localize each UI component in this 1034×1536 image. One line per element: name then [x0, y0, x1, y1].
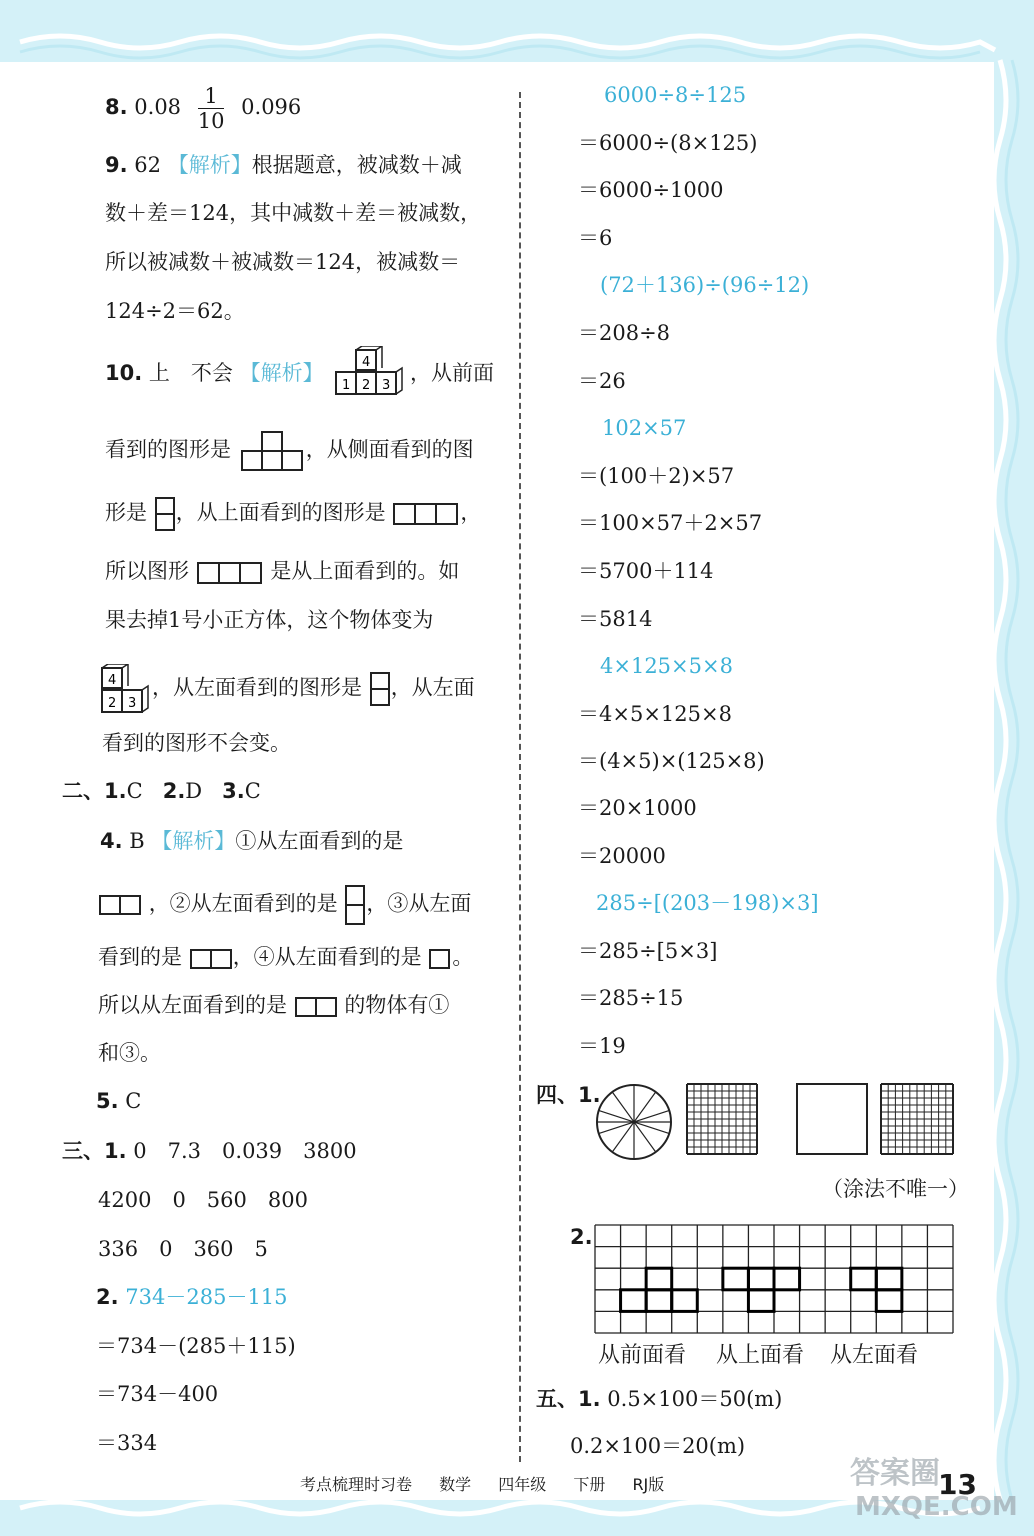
expr-5: 285÷[(203－198)×3] [596, 891, 819, 915]
view-answer-cell [774, 1268, 800, 1290]
footer-subject: 数学 [439, 1475, 472, 1494]
s3-q2-step-1: ＝734－(285＋115) [96, 1334, 296, 1358]
q10-line-3: 形是 ，从上面看到的图形是 ， [105, 496, 481, 532]
section-2-line: 二、1.C 2.D 3.C [62, 779, 261, 803]
one-square-view [428, 947, 452, 971]
expr-5-step-1: ＝285÷[5×3] [578, 939, 718, 963]
top-view-figure [392, 502, 460, 526]
expr-4-step-4: ＝20000 [578, 844, 666, 868]
expr-3-step-3: ＝5700＋114 [578, 559, 714, 583]
view-answer-cell [748, 1268, 774, 1290]
front-view-figure [238, 430, 306, 472]
cube-label: 2 [108, 696, 117, 711]
cube-label: 3 [128, 696, 137, 711]
cube-label: 1 [342, 378, 351, 393]
cube-label: 4 [108, 673, 117, 688]
side-view-figure [154, 496, 176, 532]
view-answer-cell [876, 1290, 902, 1312]
expr-3-step-4: ＝5814 [578, 607, 653, 631]
cube-figure [334, 346, 406, 398]
q10-line-1: 10. 上 不会 【解析】 [105, 361, 324, 385]
expr-4-step-3: ＝20×1000 [578, 796, 697, 820]
q10-line-4: 所以图形 是从上面看到的。如 [105, 559, 460, 583]
expr-1-step-3: ＝6 [578, 226, 613, 250]
view-answer-cell [748, 1290, 774, 1312]
expr-2-step-2: ＝26 [578, 369, 626, 393]
expr-2: (72＋136)÷(96÷12) [600, 273, 810, 297]
q10-line-6: 4 2 3 ，从左面看到的图形是 ，从左面 [100, 664, 475, 714]
q10-line-2: 看到的图形是 ，从侧面看到的图 [105, 430, 474, 472]
cube-figure-after [100, 664, 152, 714]
view-answer-cell [876, 1268, 902, 1290]
expr-3-step-2: ＝100×57＋2×57 [578, 511, 763, 535]
watermark-url: MXQE.COM [855, 1492, 1018, 1522]
expr-2-step-1: ＝208÷8 [578, 321, 671, 345]
view-caption-front: 从前面看 [598, 1343, 687, 1368]
view-answer-cell [621, 1290, 647, 1312]
footer-edition: RJ版 [632, 1475, 665, 1494]
s5-line-2: 0.2×100＝20(m) [570, 1434, 746, 1458]
views-grid [594, 1224, 954, 1334]
expr-1: 6000÷8÷125 [604, 83, 747, 107]
hundred-grid-a [686, 1083, 758, 1155]
s3-row-3: 336 0 360 5 [98, 1237, 268, 1261]
analysis-tag: 【解析】 [167, 153, 252, 177]
footer-volume: 下册 [573, 1475, 606, 1494]
s3-row-2: 4200 0 560 800 [98, 1188, 308, 1212]
view-answer-cell [851, 1268, 877, 1290]
q9-line-2: 数＋差＝124，其中减数＋差＝被减数， [105, 201, 482, 225]
expr-1-step-1: ＝6000÷(8×125) [578, 131, 758, 155]
tall-view [344, 884, 366, 926]
expr-5-step-2: ＝285÷15 [578, 986, 684, 1010]
s2-q4-line-2: ，②从左面看到的是 ，③从左面 [98, 884, 471, 926]
section-5-line-1: 五、1. 0.5×100＝50(m) [536, 1387, 783, 1411]
column-divider [519, 92, 521, 1462]
expr-4-step-1: ＝4×5×125×8 [578, 702, 732, 726]
q10-line-7: 看到的图形不会变。 [102, 731, 291, 755]
q8-answer-b: 0.096 [241, 95, 302, 119]
q8-line [105, 84, 301, 133]
s3-q2-step-2: ＝734－400 [96, 1382, 219, 1406]
q9-line-4: 124÷2＝62。 [105, 299, 245, 323]
s4-q2-label: 2. [570, 1225, 593, 1249]
q10-line-1-tail: ，从前面 [410, 361, 494, 385]
q8-number: 8. [105, 95, 128, 119]
s2-q5-line: 5. C [96, 1089, 142, 1113]
s2-q4-line-4: 所以从左面看到的是 的物体有① [98, 993, 450, 1017]
watermark-logo: 答案圈 [850, 1456, 940, 1491]
two-square-view [294, 995, 338, 1019]
view-caption-top: 从上面看 [716, 1343, 805, 1368]
top-view-figure [196, 561, 264, 585]
view-answer-cell [723, 1268, 749, 1290]
view-answer-cell [646, 1268, 672, 1290]
expr-3-step-1: ＝(100＋2)×57 [578, 464, 735, 488]
two-square-view [98, 893, 142, 917]
q8-fraction: $\frac{1}{10}$ [197, 84, 225, 133]
q9-line-1: 9. 62 【解析】根据题意，被减数＋减 [105, 153, 462, 177]
side-view-figure [369, 671, 391, 707]
q8-answer-a: 0.08 [134, 95, 182, 119]
s2-q4-line-3: 看到的是 ，④从左面看到的是 。 [98, 945, 474, 969]
pie-circle-figure [594, 1082, 674, 1162]
q9-line-3: 所以被减数＋被减数＝124，被减数＝ [105, 250, 461, 274]
hundred-grid-b [880, 1083, 954, 1155]
cube-label: 2 [362, 378, 371, 393]
section-3-line-1: 三、1. 0 7.3 0.039 3800 [62, 1139, 357, 1163]
expr-1-step-2: ＝6000÷1000 [578, 178, 724, 202]
page-footer [300, 1472, 686, 1495]
section-4-label: 四、1. [536, 1083, 601, 1107]
s2-q4-line-1: 4. B 【解析】①从左面看到的是 [100, 829, 404, 853]
expr-3: 102×57 [602, 416, 687, 440]
empty-square-figure [796, 1083, 868, 1155]
view-answer-cell [672, 1290, 698, 1312]
expr-4-step-2: ＝(4×5)×(125×8) [578, 749, 765, 773]
s2-q4-line-5: 和③。 [98, 1041, 161, 1065]
view-caption-left: 从左面看 [830, 1343, 919, 1368]
cube-label: 3 [382, 378, 391, 393]
footer-book: 考点梳理时习卷 [300, 1475, 413, 1494]
cube-label: 4 [362, 355, 371, 370]
page-number: 13 [938, 1468, 977, 1501]
view-answer-cell [646, 1290, 672, 1312]
footer-grade: 四年级 [498, 1475, 547, 1494]
q10-line-5: 果去掉1号小正方体，这个物体变为 [105, 608, 434, 632]
s3-q2-line: 2. 734－285－115 [96, 1285, 288, 1309]
expr-4: 4×125×5×8 [600, 654, 733, 678]
two-square-view [189, 947, 233, 971]
s3-q2-step-3: ＝334 [96, 1431, 158, 1455]
s4-note: （涂法不唯一） [822, 1177, 969, 1201]
expr-5-step-3: ＝19 [578, 1034, 626, 1058]
